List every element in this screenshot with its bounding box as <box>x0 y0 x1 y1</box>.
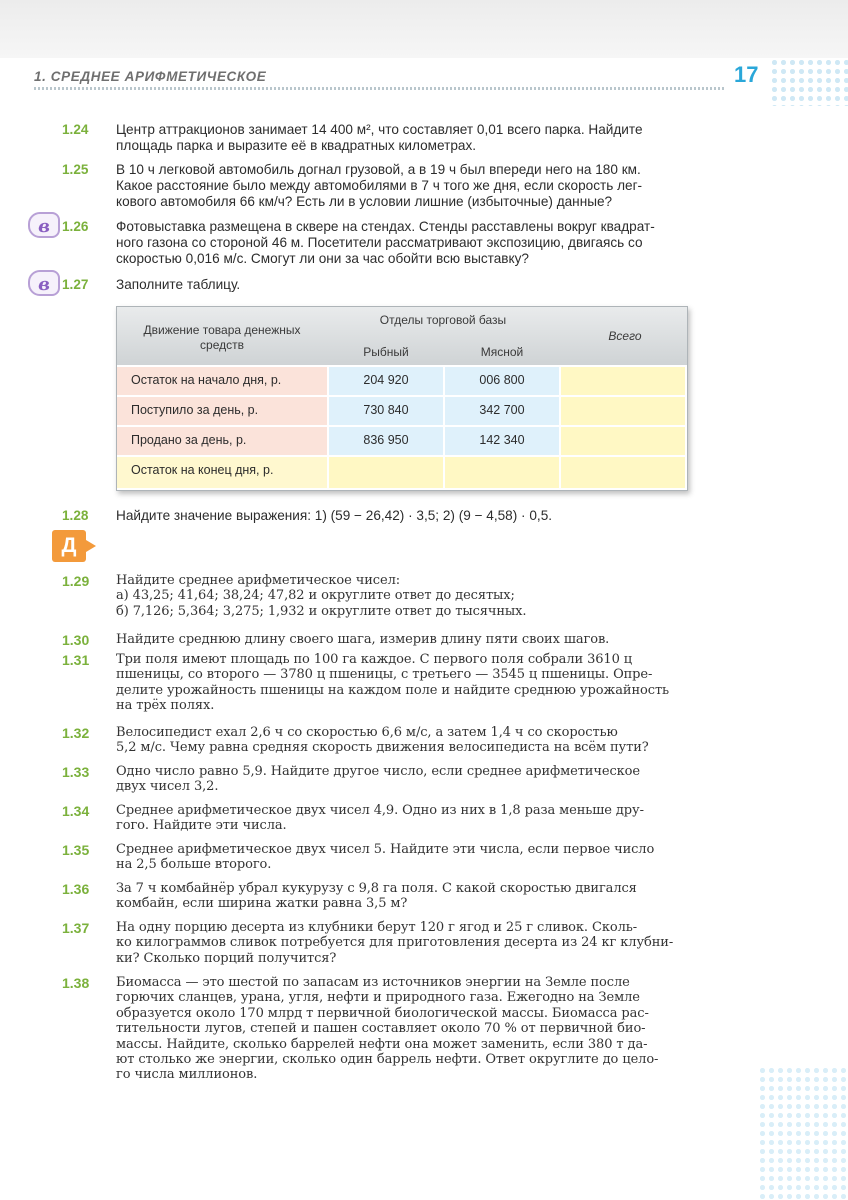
problem-1-29 <box>62 573 770 621</box>
problem-1-37 <box>62 920 770 968</box>
col-header-total: Всего <box>608 329 642 343</box>
problem-text <box>116 122 770 154</box>
text-line: Среднее арифметическое двух чисел 4,9. Одно из них в 1,8 раза меньше дру- <box>116 803 644 818</box>
section-title: 1. СРЕДНЕЕ АРИФМЕТИЧЕСКОЕ <box>34 69 267 84</box>
problem-text <box>116 277 770 293</box>
problem-text <box>116 652 770 714</box>
text-line: Центр аттракционов занимает 14 400 м², что составляет 0,01 всего парка. Найдите <box>116 122 643 137</box>
problem-number: 1.28 <box>62 508 89 523</box>
text-line: массы. Найдите, сколько баррелей нефти она может заменить, если 380 т да- <box>116 1036 648 1052</box>
text-line: Заполните таблицу. <box>116 277 241 292</box>
problem-number: 1.27 <box>62 277 89 292</box>
top-band <box>0 0 848 58</box>
text-line: Велосипедист ехал 2,6 ч со скоростью 6,6 м/с, а затем 1,4 ч со скоростью <box>116 725 618 740</box>
text-line: На одну порцию десерта из клубники берут 120 г ягод и 25 г сливок. Сколь- <box>116 920 638 935</box>
problem-text <box>116 573 770 619</box>
text-line: ки? Сколько порций получится? <box>116 950 337 966</box>
cell-total <box>561 367 687 397</box>
text-line: Три поля имеют площадь по 100 га каждое. С первого поля собрали 3610 ц <box>116 652 633 667</box>
dots-decoration <box>770 58 848 106</box>
problem-number: 1.37 <box>62 920 90 936</box>
text-line: скоростью 0,016 м/с. Смогут ли они за час обойти всю выставку? <box>116 251 529 266</box>
difficulty-badge: в <box>28 270 60 296</box>
col-header-group: Отделы торговой базы <box>379 313 507 327</box>
text-line: тительности лугов, степей и пашен составляет около 70 % от первичной био- <box>116 1021 646 1037</box>
problem-1-38 <box>62 975 770 1087</box>
text-line: а) 43,25; 41,64; 38,24; 47,82 и округлите ответ до десятых; <box>116 588 515 604</box>
cell-fish: 204 920 <box>329 367 445 397</box>
text-line: 5,2 м/с. Чему равна средняя скорость движения велосипедиста на всём пути? <box>116 740 649 756</box>
row-label: Остаток на конец дня, р. <box>117 457 329 490</box>
text-line: Одно число равно 5,9. Найдите другое число, если среднее арифметическое <box>116 764 640 779</box>
cell-meat: 142 340 <box>445 427 561 457</box>
text-line: го числа миллионов. <box>116 1067 258 1083</box>
text-line: площадь парка и выразите её в квадратных километрах. <box>116 138 477 153</box>
text-line: Среднее арифметическое двух чисел 5. Найдите эти числа, если первое число <box>116 842 655 857</box>
text-line: двух чисел 3,2. <box>116 779 219 795</box>
problem-number: 1.35 <box>62 842 90 858</box>
problem-1-33 <box>62 764 770 796</box>
text-line: ют столько же энергии, сколько один баррель нефти. Ответ округлите до цело- <box>116 1052 659 1068</box>
text-line: горючих сланцев, урана, угля, нефти и природного газа. Ежегодно на Земле <box>116 990 640 1006</box>
problem-number: 1.24 <box>62 122 89 137</box>
problem-1-28 <box>62 508 770 524</box>
row-label: Продано за день, р. <box>117 427 329 457</box>
text-line: гого. Найдите эти числа. <box>116 818 287 834</box>
problem-text: Найдите значение выражения: 1) (59 − 26,42) · 3,5; 2) (9 − 4,58) · 0,5. <box>116 508 553 523</box>
problem-1-26 <box>62 219 770 267</box>
row-label: Поступило за день, р. <box>117 397 329 427</box>
cell-meat: 342 700 <box>445 397 561 427</box>
col-header-movement: Движение товара денежных средств <box>143 323 301 352</box>
problem-text <box>116 975 770 1083</box>
page-header <box>0 58 848 106</box>
problem-text <box>116 842 770 873</box>
dots-decoration <box>758 1066 848 1200</box>
problem-1-36 <box>62 881 770 913</box>
cell-total <box>561 427 687 457</box>
problem-1-32 <box>62 725 770 757</box>
text-line: на 2,5 больше второго. <box>116 857 272 873</box>
text-line: ко килограммов сливок потребуется для приготовления десерта из 24 кг клубни- <box>116 935 674 951</box>
text-line: б) 7,126; 5,364; 3,275; 1,932 и округлите ответ до тысячных. <box>116 603 527 619</box>
text-line: образуется около 170 млрд т первичной биологической массы. Биомасса рас- <box>116 1005 649 1021</box>
text-line: Какое расстояние было между автомобилями в 7 ч того же дня, если скорость лег- <box>116 178 643 193</box>
text-line: делите урожайность пшеницы на каждом поле и найдите среднюю урожайность <box>116 682 670 698</box>
problem-text <box>116 219 770 267</box>
problem-number: 1.25 <box>62 162 89 177</box>
problem-number: 1.38 <box>62 975 90 991</box>
problem-text <box>116 803 770 834</box>
problem-number: 1.34 <box>62 803 90 819</box>
problem-number: 1.33 <box>62 764 90 780</box>
text-line: ного газона со стороной 46 м. Посетители рассматривают экспозицию, двигаясь со <box>116 235 643 250</box>
problem-number: 1.31 <box>62 652 90 668</box>
cell-fish: 730 840 <box>329 397 445 427</box>
problem-text <box>116 764 770 795</box>
col-header-fish: Рыбный <box>363 345 409 359</box>
problem-text <box>116 881 770 912</box>
text-line: на трёх полях. <box>116 698 215 714</box>
problem-number: 1.30 <box>62 632 90 648</box>
cell-meat: 006 800 <box>445 367 561 397</box>
col-header-meat: Мясной <box>480 345 524 359</box>
problem-1-31 <box>62 652 770 716</box>
cell-fish <box>329 457 445 490</box>
problem-1-25 <box>62 162 770 210</box>
text-line: Биомасса — это шестой по запасам из источников энергии на Земле после <box>116 975 630 990</box>
text-line: Найдите среднюю длину своего шага, измерив длину пяти своих шагов. <box>116 632 610 647</box>
problem-number: 1.26 <box>62 219 89 234</box>
header-rule <box>34 87 724 90</box>
difficulty-badge: в <box>28 212 60 238</box>
problem-number: 1.36 <box>62 881 90 897</box>
text-line: Найдите среднее арифметическое чисел: <box>116 573 401 588</box>
text-line: Фотовыставка размещена в сквере на стендах. Стенды расставлены вокруг квадрат- <box>116 219 655 234</box>
problem-text <box>116 632 770 647</box>
text-line: пшеницы, со второго — 3780 ц пшеницы, с третьего — 3545 ц пшеницы. Опре- <box>116 667 653 683</box>
table-header <box>117 307 687 365</box>
problem-1-34 <box>62 803 770 835</box>
text-line: За 7 ч комбайнёр убрал кукурузу с 9,8 га поля. С какой скоростью двигался <box>116 881 637 896</box>
problem-text <box>116 920 770 966</box>
cell-fish: 836 950 <box>329 427 445 457</box>
text-line: В 10 ч легковой автомобиль догнал грузовой, а в 19 ч был впереди него на 180 км. <box>116 162 641 177</box>
cell-meat <box>445 457 561 490</box>
problem-text <box>116 725 770 756</box>
row-label: Остаток на начало дня, р. <box>117 367 329 397</box>
data-table <box>116 306 688 491</box>
text-line: кового автомобиля 66 км/ч? Есть ли в условии лишние (избыточные) данные? <box>116 194 613 209</box>
problem-number: 1.29 <box>62 573 90 589</box>
problem-1-24 <box>62 122 770 154</box>
problem-1-30 <box>62 632 770 648</box>
problem-number: 1.32 <box>62 725 90 741</box>
problem-text <box>116 162 770 210</box>
text-line: комбайн, если ширина жатки равна 3,5 м? <box>116 896 408 912</box>
section-marker-d: Д <box>52 530 86 562</box>
problem-1-35 <box>62 842 770 874</box>
cell-total <box>561 457 687 490</box>
cell-total <box>561 397 687 427</box>
problem-1-27 <box>62 277 770 293</box>
page-number: 17 <box>734 62 759 87</box>
